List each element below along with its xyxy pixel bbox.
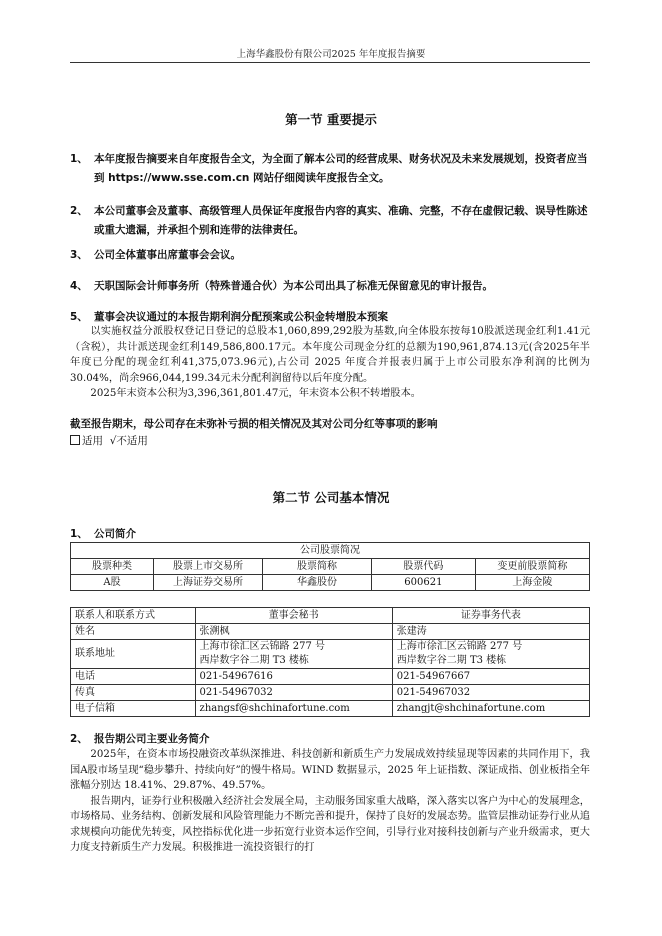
notice-item-2-num: 2、 — [70, 205, 88, 217]
table-header-cell: 股票简称 — [263, 559, 372, 575]
table-cell: 600621 — [372, 575, 476, 591]
notice-item-4-num: 4、 — [70, 280, 88, 292]
table-cell: 上海证券交易所 — [154, 575, 263, 591]
table-cell: 021-54967032 — [195, 685, 392, 701]
dividend-paragraph: 以实施权益分派股权登记日登记的总股本1,060,899,292股为基数,向全体股东按每10股派送现金红利1.41元（含税），共计派送现金红利149,586,800.17元。本年度公司现金分红的总额为190,961,874.13元(含2025年半年度已分配的现金红利41,375,073.96元),占公司 2025 年度合并报表归属于上市公司股东净利润的比例为 30.04%，尚余966,044,199.34元未分配利润留待以后年度分配。 — [70, 326, 590, 384]
dividend-plan — [70, 324, 590, 402]
table-row — [71, 624, 590, 640]
address-line: 西岸数字谷二期 T3 楼栋 — [396, 655, 507, 666]
company-profile-label: 公司简介 — [94, 528, 136, 540]
table-cell: 上海金陵 — [475, 575, 589, 591]
contact-info-table — [70, 607, 590, 717]
table-row — [71, 669, 590, 685]
notice-item-3-text: 公司全体董事出席董事会会议。 — [94, 249, 241, 261]
option-apply: 适用 — [82, 435, 103, 447]
empty-checkbox-icon — [70, 435, 80, 445]
table-cell: 张溯枫 — [195, 624, 392, 640]
table-cell: 021-54967032 — [392, 685, 589, 701]
section1-title: 第一节 重要提示 — [285, 112, 377, 127]
notice-item-1 — [70, 150, 590, 188]
stock-info-table — [70, 542, 590, 591]
table-header-cell: 股票上市交易所 — [154, 559, 263, 575]
business-heading-num: 2、 — [70, 733, 88, 745]
table-cell: zhangjt@shchinafortune.com — [392, 701, 589, 717]
table-header-cell: 股票代码 — [372, 559, 476, 575]
table-cell — [392, 640, 589, 669]
table-header-cell: 证券事务代表 — [392, 608, 589, 624]
notice-item-2-text: 本公司董事会及董事、高级管理人员保证年度报告内容的真实、准确、完整，不存在虚假记载、误导性陈述或重大遗漏，并承担个别和连带的法律责任。 — [94, 205, 588, 236]
table-cell: 联系地址 — [71, 640, 196, 669]
business-heading-label: 报告期公司主要业务简介 — [94, 733, 210, 745]
table-row — [71, 608, 590, 624]
table-cell: 张建涛 — [392, 624, 589, 640]
address-line: 上海市徐汇区云锦路 277 号 — [199, 641, 325, 652]
business-overview — [70, 747, 590, 856]
stock-table-caption: 公司股票简况 — [71, 543, 590, 559]
header-divider — [70, 62, 590, 63]
table-cell: 电话 — [71, 669, 196, 685]
notice-item-3 — [70, 246, 590, 265]
page-header: 上海华鑫股份有限公司2025 年年度报告摘要 — [236, 49, 426, 60]
loss-question — [70, 415, 590, 434]
option-not-apply: √不适用 — [109, 435, 148, 447]
table-cell: 姓名 — [71, 624, 196, 640]
notice-item-3-num: 3、 — [70, 249, 88, 261]
notice-item-1-num: 1、 — [70, 153, 88, 165]
notice-item-1-text: 本年度报告摘要来自年度报告全文，为全面了解本公司的经营成果、财务状况及未来发展规划，投资者应当到 https://www.sse.com.cn 网站仔细阅读年度报告全文。 — [94, 153, 588, 184]
table-row — [71, 575, 590, 591]
business-paragraph-2: 报告期内，证券行业积极融入经济社会发展全局，主动服务国家重大战略，深入落实以客户为中心的发展理念，市场格局、业务结构、创新发展和风险管理能力不断完善和提升，保持了良好的发展态势。监管层推动证券行业从追求规模向功能优先转变，风控指标优化进一步拓宽行业资本运作空间，引导行业对接科技创新与产业升级需求，更大力度支持新质生产力发展。积极推进一流投资银行的打 — [70, 795, 590, 853]
notice-item-5-num: 5、 — [70, 311, 88, 323]
table-cell: 传真 — [71, 685, 196, 701]
applicability-options — [70, 433, 148, 448]
table-cell: 电子信箱 — [71, 701, 196, 717]
table-row — [71, 685, 590, 701]
notice-item-4 — [70, 277, 590, 296]
notice-item-4-text: 天职国际会计师事务所（特殊普通合伙）为本公司出具了标准无保留意见的审计报告。 — [94, 280, 493, 292]
section2-title: 第二节 公司基本情况 — [272, 490, 390, 505]
table-header-cell: 董事会秘书 — [195, 608, 392, 624]
table-cell: 华鑫股份 — [263, 575, 372, 591]
address-line: 上海市徐汇区云锦路 277 号 — [396, 641, 523, 652]
table-cell — [195, 640, 392, 669]
notice-item-2 — [70, 202, 590, 240]
table-cell: A股 — [71, 575, 154, 591]
table-cell: zhangsf@shchinafortune.com — [195, 701, 392, 717]
company-profile-num: 1、 — [70, 528, 88, 540]
table-header-cell: 联系人和联系方式 — [71, 608, 196, 624]
table-header-cell: 变更前股票简称 — [475, 559, 589, 575]
address-line: 西岸数字谷二期 T3 楼栋 — [199, 655, 309, 666]
table-cell: 021-54967616 — [195, 669, 392, 685]
table-row — [71, 559, 590, 575]
table-row — [71, 701, 590, 717]
loss-question-text: 截至报告期末，母公司存在未弥补亏损的相关情况及其对公司分红等事项的影响 — [70, 418, 438, 430]
notice-item-5-text: 董事会决议通过的本报告期利润分配预案或公积金转增股本预案 — [94, 311, 388, 323]
business-paragraph-1: 2025年，在资本市场投融资改革纵深推进、科技创新和新质生产力发展成效持续显现等因素的共同作用下，我国A股市场呈现“稳步攀升、持续向好”的慢牛格局。WIND 数据显示，2025 年上证指数、深证成指、创业板指全年涨幅分别达 18.41%、29.87%、49.57%。 — [70, 749, 590, 791]
table-header-cell: 股票种类 — [71, 559, 154, 575]
table-row — [71, 640, 590, 669]
capital-reserve-paragraph: 2025年末资本公积为3,396,361,801.47元，年末资本公积不转增股本。 — [90, 388, 421, 399]
table-cell: 021-54967667 — [392, 669, 589, 685]
